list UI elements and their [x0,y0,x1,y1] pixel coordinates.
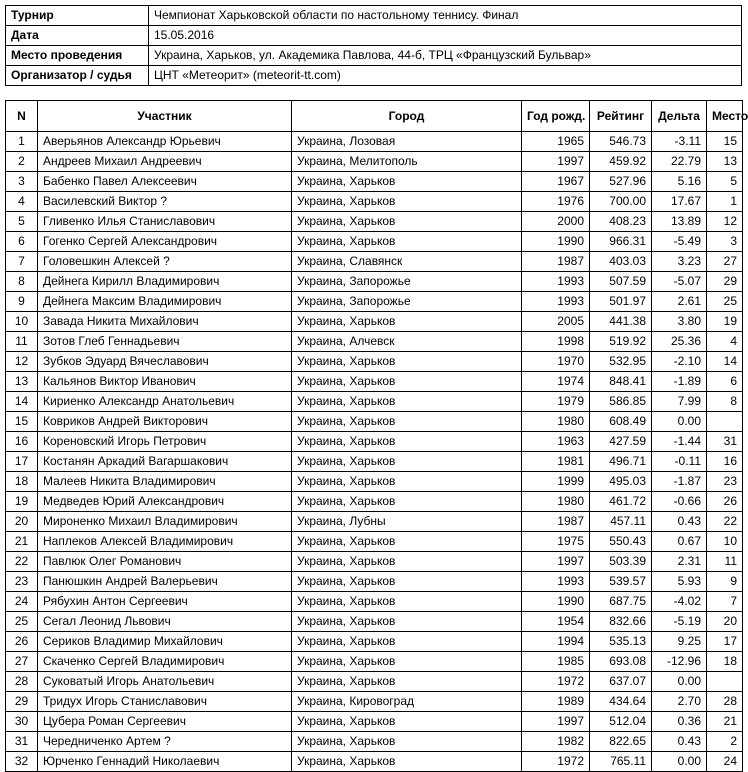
info-label: Дата [6,26,149,46]
info-label: Организатор / судья [6,66,149,86]
cell-birth-year: 1993 [522,292,590,312]
cell-number: 22 [6,552,38,572]
cell-delta: 13.89 [652,212,707,232]
cell-birth-year: 1965 [522,132,590,152]
cell-rating: 459.92 [590,152,652,172]
cell-number: 2 [6,152,38,172]
cell-place: 6 [707,372,743,392]
cell-delta: 0.00 [652,752,707,772]
cell-birth-year: 1987 [522,252,590,272]
cell-participant: Ковриков Андрей Викторович [38,412,292,432]
cell-place: 10 [707,532,743,552]
cell-participant: Головешкин Алексей ? [38,252,292,272]
cell-participant: Гливенко Илья Станиславович [38,212,292,232]
cell-birth-year: 1975 [522,532,590,552]
cell-number: 3 [6,172,38,192]
cell-rating: 832.66 [590,612,652,632]
cell-participant: Суковатый Игорь Анатольевич [38,672,292,692]
results-header-row [6,101,743,132]
info-label: Место проведения [6,46,149,66]
cell-number: 19 [6,492,38,512]
cell-city: Украина, Алчевск [292,332,522,352]
table-row [6,672,743,692]
cell-place: 5 [707,172,743,192]
cell-delta: -5.19 [652,612,707,632]
cell-number: 8 [6,272,38,292]
info-value: Украина, Харьков, ул. Академика Павлова, 44-б, ТРЦ «Французский Бульвар» [149,46,742,66]
cell-rating: 637.07 [590,672,652,692]
table-row [6,452,743,472]
table-row [6,632,743,652]
cell-place: 27 [707,252,743,272]
cell-birth-year: 1987 [522,512,590,532]
cell-participant: Рябухин Антон Сергеевич [38,592,292,612]
cell-delta: 2.31 [652,552,707,572]
cell-city: Украина, Харьков [292,612,522,632]
cell-birth-year: 1979 [522,392,590,412]
cell-participant: Аверьянов Александр Юрьевич [38,132,292,152]
cell-number: 7 [6,252,38,272]
cell-city: Украина, Славянск [292,252,522,272]
table-row [6,432,743,452]
cell-city: Украина, Харьков [292,232,522,252]
table-row [6,552,743,572]
cell-number: 26 [6,632,38,652]
cell-place: 12 [707,212,743,232]
cell-participant: Завада Никита Михайлович [38,312,292,332]
cell-birth-year: 1994 [522,632,590,652]
cell-delta: 9.25 [652,632,707,652]
cell-rating: 501.97 [590,292,652,312]
info-row-organizer [6,66,742,86]
cell-place: 14 [707,352,743,372]
cell-city: Украина, Харьков [292,712,522,732]
cell-birth-year: 1976 [522,192,590,212]
cell-birth-year: 1974 [522,372,590,392]
cell-number: 18 [6,472,38,492]
cell-number: 29 [6,692,38,712]
cell-city: Украина, Харьков [292,412,522,432]
cell-number: 31 [6,732,38,752]
cell-rating: 700.00 [590,192,652,212]
cell-delta: 2.61 [652,292,707,312]
cell-delta: 7.99 [652,392,707,412]
cell-birth-year: 1990 [522,592,590,612]
cell-rating: 848.41 [590,372,652,392]
cell-city: Украина, Кировоград [292,692,522,712]
cell-rating: 496.71 [590,452,652,472]
cell-delta: -5.07 [652,272,707,292]
cell-participant: Зотов Глеб Геннадьевич [38,332,292,352]
cell-place: 7 [707,592,743,612]
info-value: Чемпионат Харьковской области по настольному теннису. Финал [149,6,742,26]
cell-place: 8 [707,392,743,412]
cell-number: 16 [6,432,38,452]
cell-birth-year: 1972 [522,752,590,772]
cell-rating: 687.75 [590,592,652,612]
results-table [5,100,748,772]
cell-city: Украина, Харьков [292,192,522,212]
cell-city: Украина, Харьков [292,452,522,472]
cell-rating: 403.03 [590,252,652,272]
cell-participant: Дейнега Кирилл Владимирович [38,272,292,292]
cell-birth-year: 1997 [522,712,590,732]
cell-birth-year: 1970 [522,352,590,372]
cell-number: 15 [6,412,38,432]
cell-participant: Костанян Аркадий Вагаршакович [38,452,292,472]
info-row-venue [6,46,742,66]
cell-rating: 539.57 [590,572,652,592]
cell-participant: Скаченко Сергей Владимирович [38,652,292,672]
cell-participant: Зубков Эдуард Вячеславович [38,352,292,372]
table-row [6,232,743,252]
cell-city: Украина, Харьков [292,552,522,572]
info-row-date [6,26,742,46]
table-row [6,512,743,532]
cell-place: 31 [707,432,743,452]
cell-delta: 2.70 [652,692,707,712]
cell-participant: Медведев Юрий Александрович [38,492,292,512]
cell-birth-year: 1993 [522,272,590,292]
cell-city: Украина, Харьков [292,392,522,412]
cell-place: 21 [707,712,743,732]
cell-participant: Наплеков Алексей Владимирович [38,532,292,552]
cell-city: Украина, Харьков [292,372,522,392]
table-row [6,712,743,732]
cell-city: Украина, Харьков [292,492,522,512]
cell-place: 26 [707,492,743,512]
cell-birth-year: 2000 [522,212,590,232]
cell-delta: -2.10 [652,352,707,372]
cell-rating: 693.08 [590,652,652,672]
cell-delta: 0.67 [652,532,707,552]
cell-number: 25 [6,612,38,632]
info-row-tournament [6,6,742,26]
tournament-info-table [5,5,742,86]
cell-place: 17 [707,632,743,652]
cell-rating: 546.73 [590,132,652,152]
cell-birth-year: 1989 [522,692,590,712]
cell-participant: Павлюк Олег Романович [38,552,292,572]
cell-number: 24 [6,592,38,612]
cell-place: 18 [707,652,743,672]
col-header-delta: Дельта [652,101,707,132]
cell-city: Украина, Харьков [292,632,522,652]
cell-participant: Кириенко Александр Анатольевич [38,392,292,412]
cell-place: 22 [707,512,743,532]
cell-delta: 0.00 [652,672,707,692]
cell-delta: -0.66 [652,492,707,512]
cell-delta: 0.00 [652,412,707,432]
table-row [6,592,743,612]
cell-participant: Тридух Игорь Станиславович [38,692,292,712]
cell-delta: 0.43 [652,732,707,752]
cell-number: 6 [6,232,38,252]
cell-number: 27 [6,652,38,672]
cell-number: 4 [6,192,38,212]
cell-delta: -12.96 [652,652,707,672]
cell-place: 23 [707,472,743,492]
table-row [6,752,743,772]
cell-rating: 535.13 [590,632,652,652]
table-row [6,412,743,432]
cell-participant: Кальянов Виктор Иванович [38,372,292,392]
cell-place: 13 [707,152,743,172]
cell-rating: 765.11 [590,752,652,772]
table-row [6,692,743,712]
table-row [6,192,743,212]
cell-city: Украина, Харьков [292,312,522,332]
cell-rating: 527.96 [590,172,652,192]
cell-birth-year: 1954 [522,612,590,632]
cell-birth-year: 1997 [522,152,590,172]
cell-birth-year: 1993 [522,572,590,592]
cell-participant: Панюшкин Андрей Валерьевич [38,572,292,592]
cell-city: Украина, Харьков [292,732,522,752]
cell-rating: 408.23 [590,212,652,232]
table-row [6,612,743,632]
table-row [6,272,743,292]
cell-place: 15 [707,132,743,152]
cell-place [707,672,743,692]
info-label: Турнир [6,6,149,26]
cell-place: 29 [707,272,743,292]
cell-participant: Андреев Михаил Андреевич [38,152,292,172]
cell-birth-year: 1963 [522,432,590,452]
cell-birth-year: 1990 [522,232,590,252]
cell-place: 24 [707,752,743,772]
cell-place: 28 [707,692,743,712]
cell-city: Украина, Лозовая [292,132,522,152]
cell-place: 3 [707,232,743,252]
cell-city: Украина, Мелитополь [292,152,522,172]
cell-participant: Сериков Владимир Михайлович [38,632,292,652]
cell-rating: 427.59 [590,432,652,452]
table-row [6,332,743,352]
table-row [6,372,743,392]
cell-place: 16 [707,452,743,472]
cell-rating: 441.38 [590,312,652,332]
cell-participant: Мироненко Михаил Владимирович [38,512,292,532]
cell-birth-year: 1999 [522,472,590,492]
results-body [6,132,743,772]
cell-number: 9 [6,292,38,312]
cell-participant: Бабенко Павел Алексеевич [38,172,292,192]
cell-city: Украина, Харьков [292,532,522,552]
cell-rating: 519.92 [590,332,652,352]
cell-birth-year: 1972 [522,672,590,692]
cell-delta: 3.80 [652,312,707,332]
cell-number: 30 [6,712,38,732]
cell-birth-year: 2005 [522,312,590,332]
cell-number: 11 [6,332,38,352]
table-row [6,572,743,592]
cell-delta: 25.36 [652,332,707,352]
cell-number: 10 [6,312,38,332]
cell-number: 1 [6,132,38,152]
cell-birth-year: 1985 [522,652,590,672]
col-header-city: Город [292,101,522,132]
table-row [6,352,743,372]
cell-delta: -1.87 [652,472,707,492]
cell-birth-year: 1980 [522,412,590,432]
cell-place: 2 [707,732,743,752]
col-header-birth-year: Год рожд. [522,101,590,132]
cell-delta: -5.49 [652,232,707,252]
cell-city: Украина, Лубны [292,512,522,532]
cell-delta: 0.43 [652,512,707,532]
cell-rating: 512.04 [590,712,652,732]
cell-delta: -0.11 [652,452,707,472]
table-row [6,152,743,172]
cell-delta: -1.89 [652,372,707,392]
cell-number: 23 [6,572,38,592]
cell-city: Украина, Харьков [292,212,522,232]
cell-city: Украина, Запорожье [292,272,522,292]
cell-place: 1 [707,192,743,212]
cell-number: 28 [6,672,38,692]
cell-number: 32 [6,752,38,772]
cell-delta: 5.16 [652,172,707,192]
cell-city: Украина, Харьков [292,432,522,452]
info-value: ЦНТ «Метеорит» (meteorit-tt.com) [149,66,742,86]
table-row [6,292,743,312]
cell-rating: 457.11 [590,512,652,532]
cell-birth-year: 1998 [522,332,590,352]
table-row [6,312,743,332]
cell-birth-year: 1980 [522,492,590,512]
cell-city: Украина, Харьков [292,652,522,672]
info-value: 15.05.2016 [149,26,742,46]
cell-place [707,412,743,432]
cell-place: 11 [707,552,743,572]
cell-participant: Чередниченко Артем ? [38,732,292,752]
col-header-number: N [6,101,38,132]
table-row [6,172,743,192]
cell-city: Украина, Харьков [292,572,522,592]
cell-participant: Малеев Никита Владимирович [38,472,292,492]
cell-delta: -3.11 [652,132,707,152]
cell-rating: 822.65 [590,732,652,752]
cell-place: 25 [707,292,743,312]
table-row [6,492,743,512]
cell-birth-year: 1982 [522,732,590,752]
table-row [6,132,743,152]
cell-place: 19 [707,312,743,332]
cell-rating: 608.49 [590,412,652,432]
col-header-participant: Участник [38,101,292,132]
cell-delta: 0.36 [652,712,707,732]
cell-delta: 3.23 [652,252,707,272]
cell-rating: 434.64 [590,692,652,712]
cell-rating: 495.03 [590,472,652,492]
cell-delta: -4.02 [652,592,707,612]
cell-participant: Василевский Виктор ? [38,192,292,212]
cell-rating: 532.95 [590,352,652,372]
cell-city: Украина, Запорожье [292,292,522,312]
col-header-rating: Рейтинг [590,101,652,132]
cell-participant: Кореновский Игорь Петрович [38,432,292,452]
cell-delta: 5.93 [652,572,707,592]
cell-delta: 22.79 [652,152,707,172]
cell-city: Украина, Харьков [292,592,522,612]
cell-city: Украина, Харьков [292,172,522,192]
cell-city: Украина, Харьков [292,472,522,492]
cell-participant: Юрченко Геннадий Николаевич [38,752,292,772]
cell-number: 21 [6,532,38,552]
cell-number: 12 [6,352,38,372]
cell-rating: 503.39 [590,552,652,572]
cell-city: Украина, Харьков [292,672,522,692]
cell-rating: 461.72 [590,492,652,512]
table-row [6,472,743,492]
cell-delta: 17.67 [652,192,707,212]
cell-birth-year: 1997 [522,552,590,572]
cell-number: 5 [6,212,38,232]
table-row [6,212,743,232]
cell-participant: Гогенко Сергей Александрович [38,232,292,252]
cell-participant: Цубера Роман Сергеевич [38,712,292,732]
cell-place: 4 [707,332,743,352]
cell-participant: Сегал Леонид Львович [38,612,292,632]
cell-rating: 507.59 [590,272,652,292]
table-row [6,532,743,552]
cell-number: 13 [6,372,38,392]
cell-number: 14 [6,392,38,412]
cell-participant: Дейнега Максим Владимирович [38,292,292,312]
cell-place: 9 [707,572,743,592]
cell-rating: 966.31 [590,232,652,252]
cell-delta: -1.44 [652,432,707,452]
cell-birth-year: 1981 [522,452,590,472]
table-row [6,252,743,272]
col-header-place: Место [707,101,743,132]
table-row [6,732,743,752]
table-row [6,652,743,672]
cell-rating: 550.43 [590,532,652,552]
cell-rating: 586.85 [590,392,652,412]
cell-number: 20 [6,512,38,532]
cell-city: Украина, Харьков [292,352,522,372]
table-row [6,392,743,412]
cell-birth-year: 1967 [522,172,590,192]
cell-place: 20 [707,612,743,632]
cell-city: Украина, Харьков [292,752,522,772]
cell-number: 17 [6,452,38,472]
